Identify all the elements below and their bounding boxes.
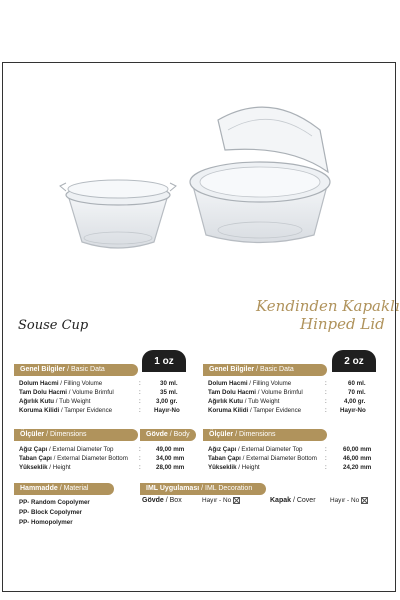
colon: : <box>139 398 141 405</box>
variant-a-value: 30 ml. <box>160 380 178 387</box>
variant-a-dim: 34,00 mm <box>156 455 185 462</box>
large-cup-image <box>190 107 330 242</box>
colon: : <box>139 455 141 462</box>
general-row: Ağırlık Kutu / Tub Weight <box>19 398 91 405</box>
dimension-row: Taban Çapı / External Diameter Bottom <box>19 455 128 462</box>
variant-a-dim: 28,00 mm <box>156 464 185 471</box>
variant-b-dim: 60,00 mm <box>343 446 372 453</box>
general-row-b: Dolum Hacmi / Filling Volume <box>208 380 292 387</box>
variant-b-value: 60 ml. <box>348 380 366 387</box>
product-name: Souse Cup <box>18 318 89 333</box>
general-row-b: Koruma Kilidi / Tamper Evidence <box>208 407 302 414</box>
dimensions-subtitle-b: / Dimensions <box>235 431 276 438</box>
colon: : <box>139 380 141 387</box>
material-header <box>14 483 114 495</box>
colon: : <box>325 398 327 405</box>
colon: : <box>139 389 141 396</box>
colon: : <box>325 380 327 387</box>
dimension-row-b: Ağız Çapı / External Diameter Top <box>208 446 303 453</box>
variant-b-value: 70 ml. <box>348 389 366 396</box>
material-item: PP- Homopolymer <box>19 519 73 526</box>
iml-body: Gövde / Box <box>142 497 182 504</box>
iml-lid-value: Hayır - No <box>330 497 368 505</box>
iml-lid: Kapak / Cover <box>270 497 316 504</box>
product-title-line1: Kendinden Kapaklı <box>256 297 400 315</box>
variant-a-badge: 1 oz <box>142 350 186 372</box>
product-photo <box>20 90 380 280</box>
iml-header <box>140 483 266 495</box>
dimension-row-b: Taban Çapı / External Diameter Bottom <box>208 455 317 462</box>
variant-b-value: Hayır-No <box>340 407 366 414</box>
checkbox-x-icon <box>233 497 240 504</box>
iml-title: IML Uygulaması <box>146 485 200 492</box>
general-subtitle-b: / Basic Data <box>256 366 294 373</box>
general-title: Genel Bilgiler <box>20 366 66 373</box>
variant-a-value: 35 ml. <box>160 389 178 396</box>
variant-b-badge: 2 oz <box>332 350 376 372</box>
variant-b-value: 4,00 gr. <box>344 398 366 405</box>
colon: : <box>325 464 327 471</box>
iml-subtitle: / IML Decoration <box>201 485 253 492</box>
material-title: Hammadde <box>20 485 58 492</box>
colon: : <box>325 455 327 462</box>
general-header-left <box>14 364 138 376</box>
dimensions-header-right <box>203 429 327 441</box>
material-item: PP- Block Copolymer <box>19 509 82 516</box>
product-title-line2: Hinped Lid <box>300 315 385 333</box>
dimensions-subtitle: / Dimensions <box>46 431 87 438</box>
general-row-b: Tam Dolu Hacmi / Volume Brimful <box>208 389 303 396</box>
variant-a-dim: 49,00 mm <box>156 446 185 453</box>
dimension-row: Yükseklik / Height <box>19 464 71 471</box>
general-header-right <box>203 364 327 376</box>
small-cup-image <box>60 180 176 248</box>
general-subtitle: / Basic Data <box>67 366 105 373</box>
general-row: Dolum Hacmi / Filling Volume <box>19 380 103 387</box>
colon: : <box>139 407 141 414</box>
colon: : <box>325 407 327 414</box>
general-row: Tam Dolu Hacmi / Volume Brimful <box>19 389 114 396</box>
dimension-row: Ağız Çapı / External Diameter Top <box>19 446 114 453</box>
checkbox-x-icon <box>361 497 368 504</box>
dimensions-header-left <box>14 429 138 441</box>
colon: : <box>325 446 327 453</box>
variant-b-dim: 24,20 mm <box>343 464 372 471</box>
colon: : <box>139 446 141 453</box>
iml-body-value: Hayır - No <box>202 497 240 505</box>
material-item: PP- Random Copolymer <box>19 499 90 506</box>
material-subtitle: / Material <box>59 485 89 492</box>
dimensions-title-b: Ölçüler <box>209 431 234 438</box>
colon: : <box>325 389 327 396</box>
colon: : <box>139 464 141 471</box>
general-row-b: Ağırlık Kutu / Tub Weight <box>208 398 280 405</box>
general-row: Koruma Kilidi / Tamper Evidence <box>19 407 113 414</box>
body-header <box>140 429 196 441</box>
general-title-b: Genel Bilgiler <box>209 366 255 373</box>
dimensions-title: Ölçüler <box>20 431 45 438</box>
body-title: Gövde <box>146 431 168 438</box>
variant-a-value: Hayır-No <box>154 407 180 414</box>
dimension-row-b: Yükseklik / Height <box>208 464 260 471</box>
variant-a-value: 3,00 gr. <box>156 398 178 405</box>
body-subtitle: / Body <box>169 431 190 438</box>
variant-b-dim: 46,00 mm <box>343 455 372 462</box>
